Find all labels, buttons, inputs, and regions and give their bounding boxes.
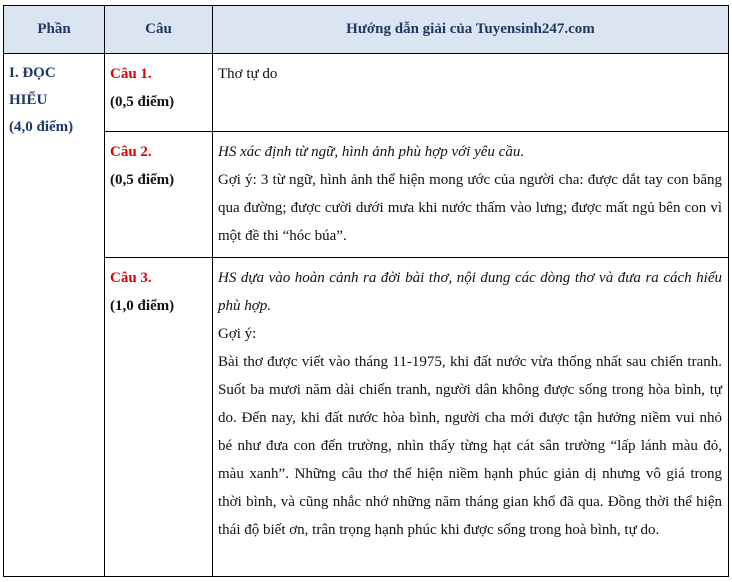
answer-text: Thơ tự do — [218, 66, 278, 82]
section-line-1: I. ĐỌC — [9, 65, 56, 81]
answer-instruction: HS dựa vào hoàn cảnh ra đời bài thơ, nội dung các dòng thơ và đưa ra cách hiểu phù hợp. — [218, 270, 722, 314]
answer-instruction: HS xác định từ ngữ, hình ảnh phù hợp với yêu cầu. — [218, 144, 525, 160]
question-cell — [105, 132, 213, 258]
question-cell — [105, 258, 213, 577]
answer-cell — [213, 54, 729, 132]
table-header-row — [4, 6, 729, 54]
answer-cell — [213, 258, 729, 577]
question-points: (0,5 điểm) — [110, 172, 175, 188]
section-line-2: HIỂU — [9, 92, 48, 108]
section-line-3: (4,0 điểm) — [9, 119, 74, 135]
table-row — [4, 132, 729, 258]
header-section: Phần — [4, 6, 105, 54]
section-cell — [4, 54, 105, 577]
question-label: Câu 2. — [110, 144, 152, 160]
answer-hint-label: Gợi ý: — [218, 326, 257, 342]
answer-guide-table — [3, 5, 729, 577]
question-cell — [105, 54, 213, 132]
question-label: Câu 1. — [110, 66, 152, 82]
question-points: (0,5 điểm) — [110, 94, 175, 110]
answer-text: Gợi ý: 3 từ ngữ, hình ảnh thể hiện mong ước của người cha: được dắt tay con băng qua đường; được cười dưới mưa khi nước thấm vào lưng; được mất ngủ bên con vì một đề thi “hóc búa”. — [218, 172, 722, 244]
question-label: Câu 3. — [110, 270, 152, 286]
table-row — [4, 258, 729, 577]
table-row — [4, 54, 729, 132]
question-points: (1,0 điểm) — [110, 298, 175, 314]
answer-cell — [213, 132, 729, 258]
header-question: Câu — [105, 6, 213, 54]
header-guide: Hướng dẫn giải của Tuyensinh247.com — [213, 6, 729, 54]
answer-text: Bài thơ được viết vào tháng 11-1975, khi đất nước vừa thống nhất sau chiến tranh. Suốt ba mươi năm dài chiến tranh, người dân không được sống trong hòa bình, tự do. Đến nay, khi đất nước hòa bình, người cha mới được tận hưởng niềm vui nhỏ bé như đưa con đến trường, nhìn thấy từng hạt cát sân trường “lấp lánh màu đỏ, màu xanh”. Những câu thơ thể hiện niềm hạnh phúc giản dị nhưng vô giá trong thời bình, và cũng nhắc nhớ những năm tháng gian khổ đã qua. Đồng thời thể hiện thái độ biết ơn, trân trọng hạnh phúc khi được sống trong hoà bình, tự do. — [218, 354, 722, 538]
